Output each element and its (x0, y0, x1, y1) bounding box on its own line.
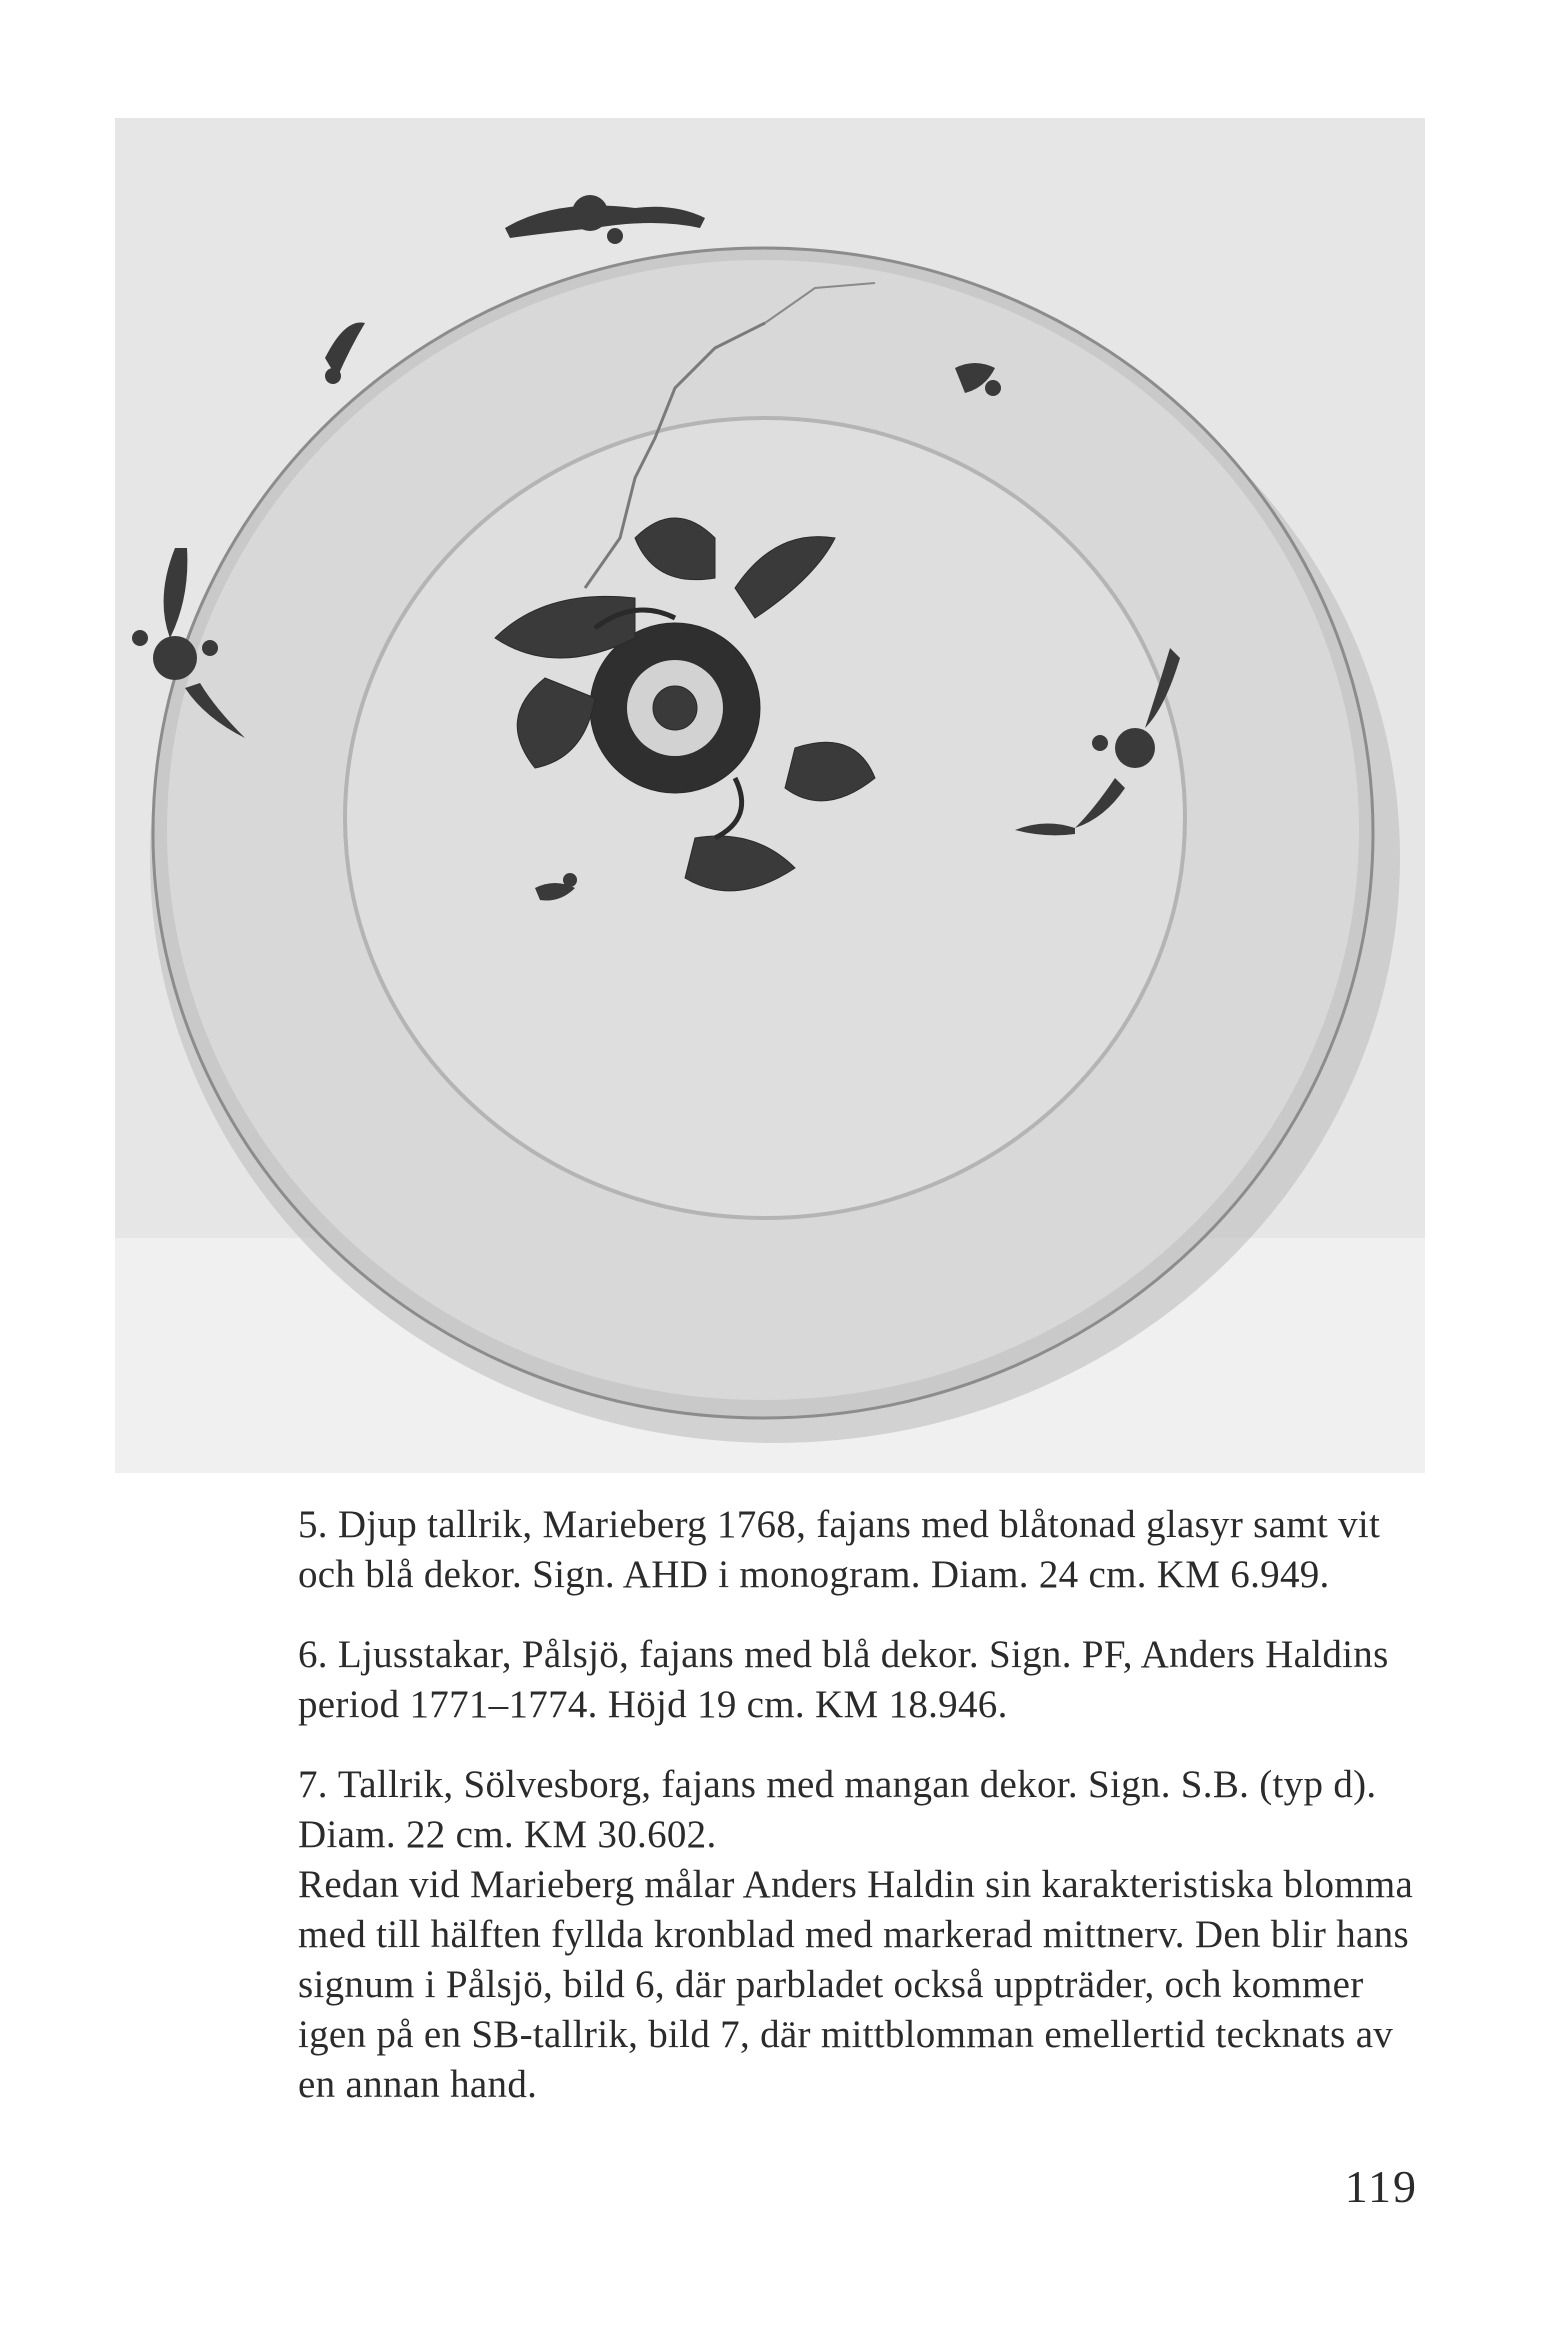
caption-number: 5. (298, 1503, 328, 1546)
caption-text: Djup tallrik, Marieberg 1768, fajans med blåtonad glasyr samt vit och blå dekor. Sign. AHD i monogram. Diam. 24 cm. KM 6.949. (298, 1503, 1381, 1596)
caption-number: 6. (298, 1633, 328, 1676)
page-number: 119 (1344, 2161, 1418, 2212)
captions (298, 1500, 1418, 2110)
caption-7 (298, 1760, 1418, 1860)
caption-number: 7. (298, 1763, 328, 1806)
plate-photograph (115, 118, 1425, 1473)
caption-5 (298, 1500, 1418, 1600)
plate-well (345, 418, 1185, 1218)
caption-6 (298, 1630, 1418, 1730)
caption-text: Ljusstakar, Pålsjö, fajans med blå dekor. Sign. PF, Anders Haldins period 1771–1774. Höjd 19 cm. KM 18.946. (298, 1633, 1389, 1726)
caption-text: Tallrik, Sölvesborg, fajans med mangan dekor. Sign. S.B. (typ d). Diam. 22 cm. KM 30.602. (298, 1763, 1377, 1856)
body-paragraph: Redan vid Marieberg målar Anders Haldin sin karakteristiska blomma med till hälften fyllda kronblad med markerad mittnerv. Den blir hans signum i Pålsjö, bild 6, där parbladet också uppträder, och kommer igen på en SB-tallrik, bild 7, där mittblomman emellertid tecknats av en annan hand. (298, 1863, 1414, 2106)
